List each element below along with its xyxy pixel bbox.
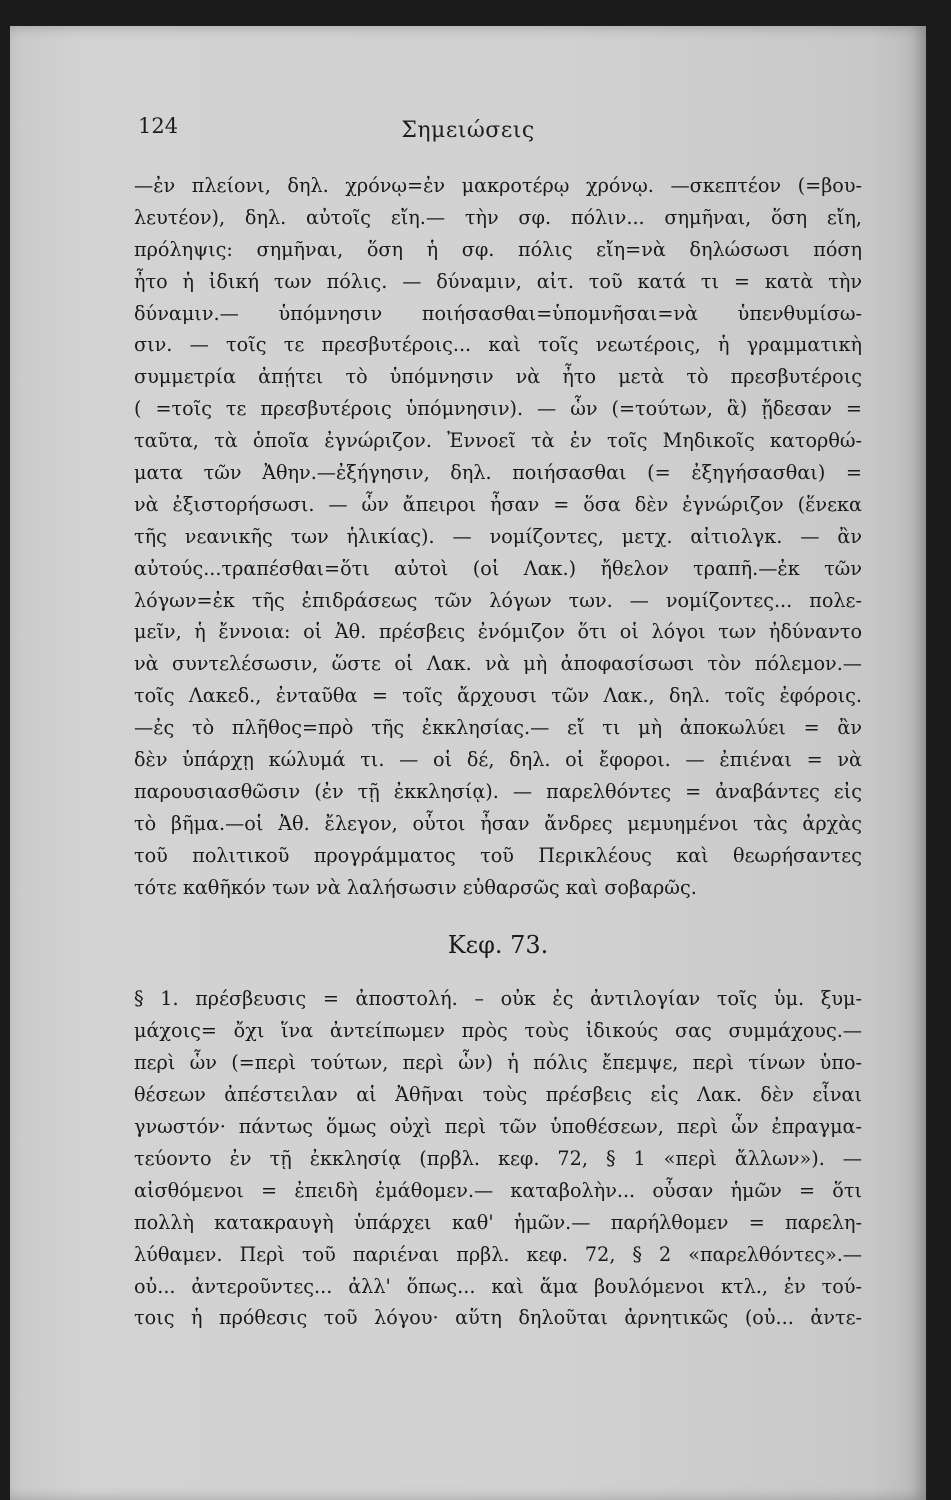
- text-line: τὸ βῆμα.—οἱ Ἀθ. ἔλεγον, οὗτοι ἦσαν ἄνδρες μεμυημένοι τὰς ἀρχὰς: [134, 811, 862, 835]
- text-line: —ἐς τὸ πλῆθος=πρὸ τῆς ἐκκλησίας.— εἴ τι μὴ ἀποκωλύει = ἂν: [134, 716, 862, 740]
- text-line: ἦτο ἡ ἰδική των πόλις. — δύναμιν, αἰτ. τοῦ κατά τι = κατὰ τὴν: [134, 269, 862, 293]
- text-line: πρόληψις: σημῆναι, ὅση ἡ σφ. πόλις εἴη=νὰ δηλώσωσι πόση: [134, 237, 862, 261]
- text-line: πολλὴ κατακραυγὴ ὑπάρχει καθ' ἡμῶν.— παρήλθομεν = παρελη-: [134, 1210, 862, 1234]
- text-line: νὰ ἐξιστορήσωσι. — ὧν ἄπειροι ἦσαν = ὅσα δὲν ἐγνώριζον (ἕνεκα: [134, 492, 862, 516]
- text-line: τοῖς Λακεδ., ἐνταῦθα = τοῖς ἄρχουσι τῶν Λακ., δηλ. τοῖς ἐφόροις.: [134, 684, 862, 708]
- text-line: δὲν ὑπάρχῃ κώλυμά τι. — οἱ δέ, δηλ. οἱ ἔφοροι. — ἐπιέναι = νὰ: [134, 748, 862, 772]
- text-line: συμμετρία ἀπῄτει τὸ ὑπόμνησιν νὰ ἦτο μετὰ τὸ πρεσβυτέροις: [134, 365, 862, 389]
- text-line: αὐτούς...τραπέσθαι=ὅτι αὐτοὶ (οἱ Λακ.) ἤθελον τραπῆ.—ἐκ τῶν: [134, 556, 862, 580]
- text-line: δύναμιν.— ὑπόμνησιν ποιήσασθαι=ὑπομνῆσαι=νὰ ὑπενθυμίσω-: [134, 301, 862, 325]
- text-line: ματα τῶν Ἀθην.—ἐξήγησιν, δηλ. ποιήσασθαι (= ἐξηγήσασθαι) =: [134, 461, 862, 485]
- text-line: παρουσιασθῶσιν (ἐν τῇ ἐκκλησίᾳ). — παρελθόντες = ἀναβάντες εἰς: [134, 779, 862, 803]
- text-line: § 1. πρέσβευσις = ἀποστολή. – οὐκ ἐς ἀντιλογίαν τοῖς ὑμ. ξυμ-: [134, 987, 862, 1011]
- notes-section-1: [134, 170, 862, 903]
- text-line: αἰσθόμενοι = ἐπειδὴ ἐμάθομεν.— καταβολὴν... οὖσαν ἡμῶν = ὅτι: [134, 1178, 862, 1202]
- page-number: 124: [138, 114, 179, 138]
- text-line: λευτέον), δηλ. αὐτοῖς εἴη.— τὴν σφ. πόλιν... σημῆναι, ὅση εἴη,: [134, 205, 862, 229]
- text-block: [134, 170, 862, 1334]
- text-line: ( =τοῖς τε πρεσβυτέροις ὑπόμνησιν). — ὧν (=τούτων, ἃ) ᾔδεσαν =: [134, 397, 862, 421]
- text-line: τότε καθῆκόν των νὰ λαλήσωσιν εὐθαρσῶς καὶ σοβαρῶς.: [134, 875, 697, 899]
- text-line: τεύοντο ἐν τῇ ἐκκλησίᾳ (πρβλ. κεφ. 72, § 1 «περὶ ἄλλων»). —: [134, 1146, 862, 1170]
- text-line: οὐ... ἀντεροῦντες... ἀλλ' ὅπως... καὶ ἅμα βουλόμενοι κτλ., ἐν τού-: [134, 1274, 862, 1298]
- text-line: —ἐν πλείονι, δηλ. χρόνῳ=ἐν μακροτέρῳ χρόνῳ. —σκεπτέον (=βου-: [134, 174, 862, 197]
- text-line: μεῖν, ἡ ἔννοια: οἱ Ἀθ. πρέσβεις ἐνόμιζον ὅτι οἱ λόγοι των ἠδύναντο: [134, 620, 862, 644]
- text-line: γνωστόν· πάντως ὅμως οὐχὶ περὶ τῶν ὑποθέσεων, περὶ ὧν ἐπραγμα-: [134, 1115, 862, 1139]
- text-line: τοις ἡ πρόθεσις τοῦ λόγου· αὕτη δηλοῦται ἀρνητικῶς (οὐ... ἀντε-: [134, 1306, 862, 1330]
- text-line: μάχοις= ὄχι ἵνα ἀντείπωμεν πρὸς τοὺς ἰδικούς σας συμμάχους.—: [134, 1019, 862, 1043]
- book-page: [10, 26, 926, 1500]
- text-line: σιν. — τοῖς τε πρεσβυτέροις... καὶ τοῖς νεωτέροις, ἡ γραμματικὴ: [134, 333, 862, 357]
- text-line: τοῦ πολιτικοῦ προγράμματος τοῦ Περικλέους καὶ θεωρήσαντες: [134, 843, 862, 867]
- text-line: νὰ συντελέσωσιν, ὥστε οἱ Λακ. νὰ μὴ ἀποφασίσωσι τὸν πόλεμον.—: [134, 652, 862, 676]
- running-title: Σημειώσεις: [401, 118, 535, 143]
- chapter-heading: Κεφ. 73.: [447, 931, 549, 960]
- notes-section-2: [134, 983, 862, 1334]
- text-line: λύθαμεν. Περὶ τοῦ παριέναι πρβλ. κεφ. 72, § 2 «παρελθόντες».—: [134, 1242, 862, 1266]
- text-line: θέσεων ἀπέστειλαν αἱ Ἀθῆναι τοὺς πρέσβεις εἰς Λακ. δὲν εἶναι: [134, 1083, 862, 1107]
- text-line: περὶ ὧν (=περὶ τούτων, περὶ ὧν) ἡ πόλις ἔπεμψε, περὶ τίνων ὑπο-: [134, 1051, 862, 1075]
- text-line: τῆς νεανικῆς των ἡλικίας). — νομίζοντες, μετχ. αἰτιολγκ. — ἂν: [134, 524, 862, 548]
- text-line: ταῦτα, τὰ ὁποῖα ἐγνώριζον. Ἐννοεῖ τὰ ἐν τοῖς Μηδικοῖς κατορθώ-: [134, 429, 862, 453]
- text-line: λόγων=ἐκ τῆς ἐπιδράσεως τῶν λόγων των. — νομίζοντες... πολε-: [134, 588, 862, 612]
